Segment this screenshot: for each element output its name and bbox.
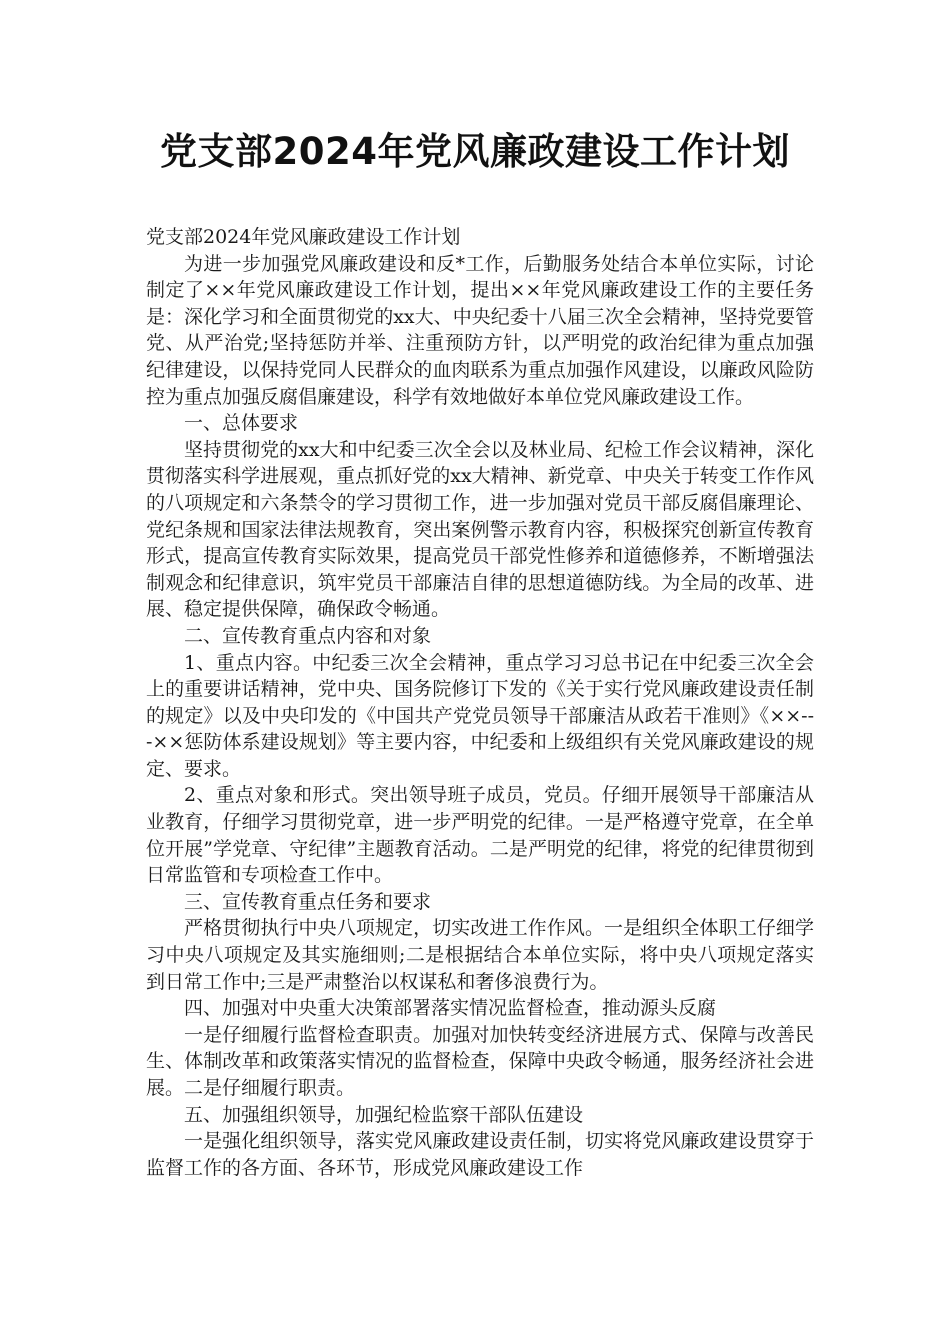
document-title: 党支部2024年党风廉政建设工作计划: [160, 130, 790, 173]
document-body: [146, 224, 814, 1181]
document-subtitle: 党支部2024年党风廉政建设工作计划: [146, 226, 461, 248]
section-heading-3: 三、宣传教育重点任务和要求: [184, 890, 432, 913]
paragraph-section-1: 坚持贯彻党的xx大和中纪委三次全会以及林业局、纪检工作会议精神，深化贯彻落实科学进展观，重点抓好党的xx大精神、新党章、中央关于转变工作作风的八项规定和六条禁令的学习贯彻工作，进一步加强对党员干部反腐倡廉理论、党纪条规和国家法律法规教育，突出案例警示教育内容，积极探究创新宣传教育形式，提高宣传教育实际效果，提高党员干部党性修养和道德修养，不断增强法制观念和纪律意识，筑牢党员干部廉洁自律的思想道德防线。为全局的改革、进展、稳定提供保障，确保政令畅通。: [146, 438, 814, 621]
section-heading-1: 一、总体要求: [184, 412, 299, 435]
paragraph-section-5: 一是强化组织领导，落实党风廉政建设责任制，切实将党风廉政建设贯穿于监督工作的各方面、各环节，形成党风廉政建设工作: [146, 1130, 814, 1179]
paragraph-section-2-item-1: 1、重点内容。中纪委三次全会精神，重点学习习总书记在中纪委三次全会上的重要讲话精神，党中央、国务院修订下发的《关于实行党风廉政建设责任制的规定》以及中央印发的《中国共产党党员领导干部廉洁从政若干准则》《××---××惩防体系建设规划》等主要内容，中纪委和上级组织有关党风廉政建设的规定、要求。: [146, 651, 814, 780]
paragraph-section-3: 严格贯彻执行中央八项规定，切实改进工作作风。一是组织全体职工仔细学习中央八项规定及其实施细则;二是根据结合本单位实际，将中央八项规定落实到日常工作中;三是严肃整治以权谋私和奢侈浪费行为。: [146, 917, 814, 993]
section-heading-5: 五、加强组织领导，加强纪检监察干部队伍建设: [184, 1103, 584, 1126]
paragraph-intro: 为进一步加强党风廉政建设和反*工作，后勤服务处结合本单位实际，讨论制定了××年党风廉政建设工作计划，提出××年党风廉政建设工作的主要任务是：深化学习和全面贯彻党的xx大、中央纪委十八届三次全会精神，坚持党要管党、从严治党;坚持惩防并举、注重预防方针，以严明党的政治纪律为重点加强纪律建设，以保持党同人民群众的血肉联系为重点加强作风建设，以廉政风险防控为重点加强反腐倡廉建设，科学有效地做好本单位党风廉政建设工作。: [146, 252, 814, 408]
section-heading-2: 二、宣传教育重点内容和对象: [184, 624, 432, 647]
section-heading-4: 四、加强对中央重大决策部署落实情况监督检查，推动源头反腐: [184, 997, 717, 1020]
paragraph-section-2-item-2: 2、重点对象和形式。突出领导班子成员，党员。仔细开展领导干部廉洁从业教育，仔细学习贯彻党章，进一步严明党的纪律。一是严格遵守党章，在全单位开展”学党章、守纪律”主题教育活动。二是严明党的纪律，将党的纪律贯彻到日常监管和专项检查工作中。: [146, 784, 814, 887]
paragraph-section-4: 一是仔细履行监督检查职责。加强对加快转变经济进展方式、保障与改善民生、体制改革和政策落实情况的监督检查，保障中央政令畅通，服务经济社会进展。二是仔细履行职责。: [146, 1023, 814, 1099]
